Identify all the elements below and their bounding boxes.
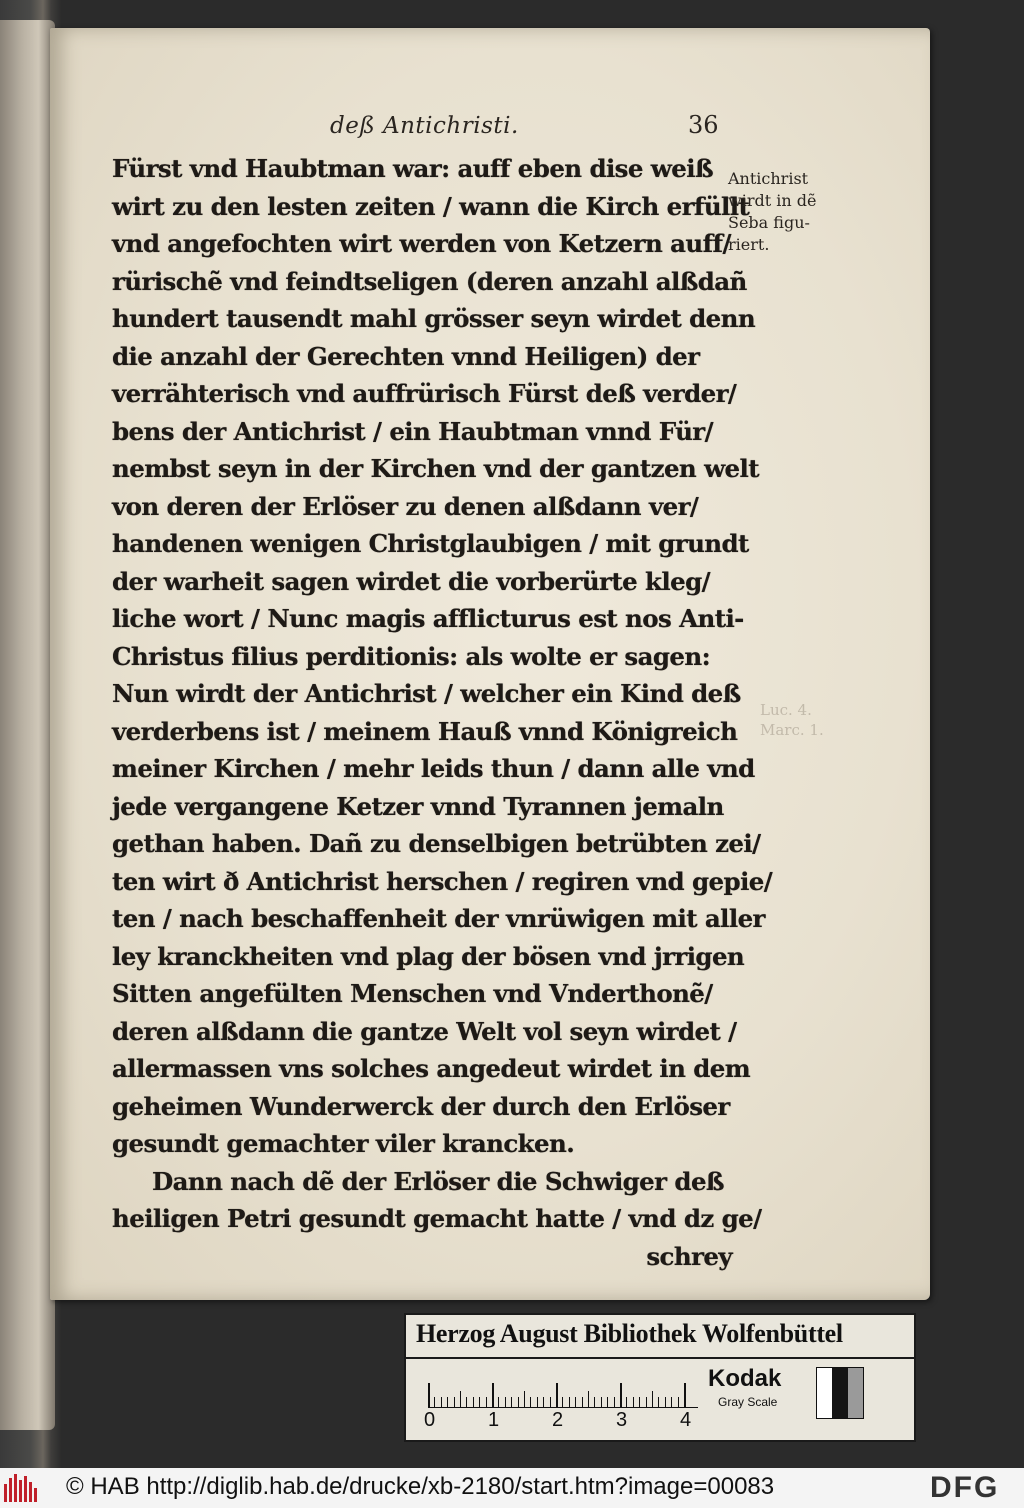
page-number: 36 bbox=[688, 111, 719, 139]
text-line: Christus filius perditionis: als wolte er sagen: bbox=[112, 641, 711, 671]
ruler-tick bbox=[537, 1397, 538, 1407]
text-line: hundert tausendt mahl grösser seyn wirdet denn bbox=[112, 304, 756, 333]
ruler-tick bbox=[633, 1397, 634, 1407]
ruler-tick bbox=[652, 1391, 653, 1407]
ruler-tick bbox=[473, 1397, 474, 1407]
logo-bar bbox=[24, 1476, 27, 1502]
ruler-tick bbox=[658, 1397, 659, 1407]
ruler-tick bbox=[486, 1397, 487, 1407]
marginal-note-line: Seba figu- bbox=[728, 213, 810, 232]
text-line: ley kranckheiten vnd plag der bösen vnd jrrigen bbox=[112, 941, 745, 971]
ruler-tick bbox=[524, 1391, 525, 1407]
ruler-tick bbox=[454, 1397, 455, 1407]
ruler-tick bbox=[518, 1397, 519, 1407]
text-line: meiner Kirchen / mehr leids thun / dann alle vnd bbox=[112, 754, 755, 783]
ruler-tick bbox=[646, 1397, 647, 1407]
text-line: nembst seyn in der Kirchen vnd der gantzen welt bbox=[112, 454, 759, 483]
card-title: Herzog August Bibliothek Wolfenbüttel bbox=[416, 1319, 843, 1348]
gray-patch bbox=[817, 1368, 832, 1418]
logo-bar bbox=[14, 1474, 17, 1502]
text-line: liche wort / Nunc magis afflicturus est nos Anti- bbox=[112, 604, 744, 633]
ruler-tick bbox=[511, 1397, 512, 1407]
ruler-tick bbox=[530, 1397, 531, 1407]
gray-patch bbox=[848, 1368, 863, 1418]
text-line: von deren der Erlöser zu denen alßdann ver/ bbox=[112, 491, 699, 521]
ruler-tick bbox=[556, 1383, 558, 1407]
ruler-tick bbox=[665, 1397, 666, 1407]
text-line: gesundt gemachter viler krancken. bbox=[112, 1129, 575, 1158]
text-line: heiligen Petri gesundt gemacht hatte / vnd dz ge/ bbox=[112, 1204, 762, 1233]
marginal-note-line: wirdt in dẽ bbox=[728, 191, 817, 210]
text-line: Dann nach dẽ der Erlöser die Schwiger deß bbox=[152, 1166, 724, 1196]
ruler-tick bbox=[569, 1397, 570, 1407]
text-line: Fürst vnd Haubtman war: auff eben dise weiß bbox=[112, 154, 713, 183]
dfg-logo: DFG bbox=[930, 1471, 1000, 1504]
ruler-tick bbox=[671, 1397, 672, 1407]
ruler-tick bbox=[582, 1397, 583, 1407]
gray-patches bbox=[816, 1367, 864, 1419]
ruler-tick bbox=[498, 1397, 499, 1407]
footer-bar bbox=[0, 1468, 1024, 1508]
ruler-tick bbox=[441, 1397, 442, 1407]
logo-bar bbox=[34, 1488, 37, 1502]
text-line: ten wirt ð Antichrist herschen / regiren vnd gepie/ bbox=[112, 866, 773, 896]
ruler-tick bbox=[588, 1391, 589, 1407]
logo-bar bbox=[29, 1482, 32, 1502]
scale-number: 3 bbox=[616, 1409, 628, 1431]
ruler-tick bbox=[505, 1397, 506, 1407]
text-line: deren alßdann die gantze Welt vol seyn wirdet / bbox=[112, 1016, 737, 1046]
ruler-tick bbox=[562, 1397, 563, 1407]
text-line: rürischẽ vnd feindtseligen (deren anzahl alßdañ bbox=[112, 266, 747, 296]
text-line: wirt zu den lesten zeiten / wann die Kirch erfüllt bbox=[112, 191, 750, 221]
text-line: Nun wirdt der Antichrist / welcher ein Kind deß bbox=[112, 679, 741, 708]
ruler-tick bbox=[620, 1383, 622, 1407]
book-edge bbox=[0, 20, 55, 1430]
text-line: der warheit sagen wirdet die vorberürte kleg/ bbox=[112, 566, 710, 596]
ruler-tick bbox=[678, 1397, 679, 1407]
scale-ruler bbox=[428, 1371, 698, 1408]
source-link[interactable]: © HAB http://diglib.hab.de/drucke/xb-2180/start.htm?image=00083 bbox=[66, 1473, 775, 1500]
ruler-tick bbox=[447, 1397, 448, 1407]
text-line: Sitten angefülten Menschen vnd Vnderthonẽ/ bbox=[112, 979, 713, 1008]
faint-marginal-line: Luc. 4. bbox=[760, 701, 812, 719]
text-line: gethan haben. Dañ zu denselbigen betrübten zei/ bbox=[112, 829, 761, 858]
ruler-tick bbox=[639, 1397, 640, 1407]
faint-marginal-line: Marc. 1. bbox=[760, 721, 824, 739]
ruler-tick bbox=[684, 1383, 686, 1407]
ruler-tick bbox=[601, 1397, 602, 1407]
kodak-brand: Kodak bbox=[708, 1365, 782, 1392]
faint-marginal-note bbox=[760, 700, 830, 740]
ruler-tick bbox=[626, 1397, 627, 1407]
text-line: handenen wenigen Christglaubigen / mit grundt bbox=[112, 529, 749, 558]
running-head: deß Antichristi. bbox=[330, 113, 519, 139]
text-line: vnd angefochten wirt werden von Ketzern auff/ bbox=[112, 229, 731, 258]
ruler-tick bbox=[575, 1397, 576, 1407]
text-line: jede vergangene Ketzer vnnd Tyrannen jemaln bbox=[112, 791, 724, 821]
card-divider bbox=[406, 1357, 914, 1359]
text-line: verrähterisch vnd auffrürisch Fürst deß verder/ bbox=[112, 379, 737, 408]
text-line: schrey bbox=[646, 1241, 732, 1271]
ruler-tick bbox=[428, 1383, 430, 1407]
scale-number: 1 bbox=[488, 1409, 500, 1431]
ruler-tick bbox=[614, 1397, 615, 1407]
ruler-tick bbox=[492, 1383, 494, 1407]
gray-scale-label: Gray Scale bbox=[718, 1395, 778, 1409]
color-scale-card bbox=[404, 1313, 916, 1442]
ruler-tick bbox=[607, 1397, 608, 1407]
text-line: ten / nach beschaffenheit der vnrüwigen mit aller bbox=[112, 904, 765, 933]
ruler-tick bbox=[543, 1397, 544, 1407]
ruler-tick bbox=[479, 1397, 480, 1407]
page-header bbox=[330, 113, 730, 149]
marginal-note-line: Antichrist bbox=[728, 169, 809, 188]
marginal-note-line: riert. bbox=[728, 235, 770, 254]
text-line: allermassen vns solches angedeut wirdet in dem bbox=[112, 1054, 751, 1083]
text-line: verderbens ist / meinem Hauß vnnd Königreich bbox=[112, 716, 738, 746]
scale-number: 0 bbox=[424, 1409, 436, 1431]
ruler-tick bbox=[460, 1391, 461, 1407]
scale-number: 4 bbox=[680, 1409, 692, 1431]
ruler-tick bbox=[550, 1397, 551, 1407]
ruler-tick bbox=[594, 1397, 595, 1407]
text-line: geheimen Wunderwerck der durch den Erlöser bbox=[112, 1091, 730, 1121]
ruler-tick bbox=[466, 1397, 467, 1407]
logo-bar bbox=[4, 1484, 7, 1502]
logo-bar bbox=[9, 1478, 12, 1502]
text-line: bens der Antichrist / ein Haubtman vnnd Für/ bbox=[112, 416, 713, 446]
gray-patch bbox=[832, 1368, 847, 1418]
hab-logo-icon[interactable] bbox=[4, 1474, 42, 1502]
logo-bar bbox=[19, 1480, 22, 1502]
marginal-note bbox=[728, 168, 838, 256]
ruler-tick bbox=[434, 1397, 435, 1407]
scale-number: 2 bbox=[552, 1409, 564, 1431]
text-line: die anzahl der Gerechten vnnd Heiligen) der bbox=[112, 341, 700, 371]
